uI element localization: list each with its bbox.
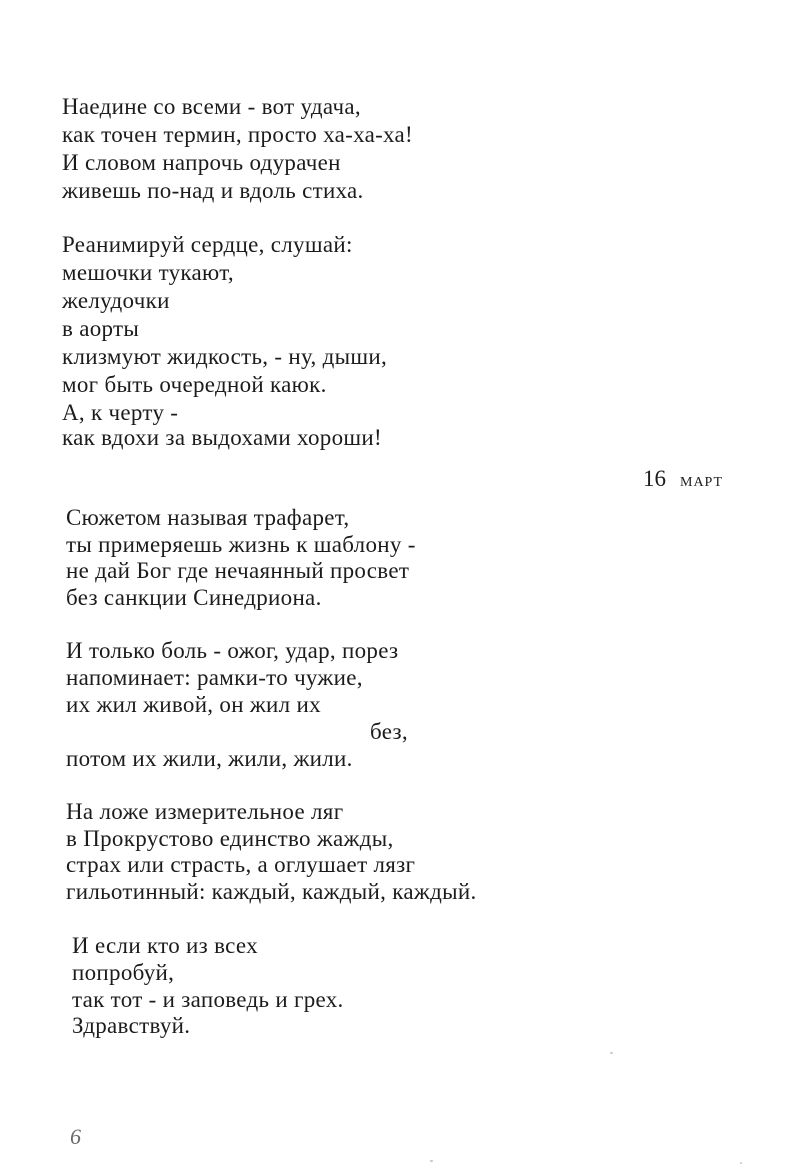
verse-line: И только боль - ожог, удар, порез [66, 638, 399, 663]
verse-line: напоминает: рамки-то чужие, [66, 665, 363, 690]
verse-line: клизмуют жидкость, - ну, дыши, [62, 344, 388, 369]
verse-line: в аорты [62, 316, 140, 341]
scan-speck [430, 1160, 433, 1162]
verse-line: Наедине со всеми - вот удача, [62, 94, 361, 119]
scan-speck [740, 1162, 742, 1164]
verse-line: без, [370, 719, 408, 744]
verse-line: А, к черту - [62, 400, 179, 425]
verse-line: как вдохи за выдохами хороши! [62, 425, 382, 450]
verse-line: как точен термин, просто ха-ха-ха! [62, 122, 414, 147]
verse-line: потом их жили, жили, жили. [66, 746, 353, 771]
verse-line: На ложе измерительное ляг [66, 799, 344, 824]
verse-line: И словом напрочь одурачен [62, 150, 341, 175]
verse-line: в Прокрустово единство жажды, [66, 826, 394, 851]
verse-line: без санкции Синедриона. [66, 585, 322, 610]
verse-line: Здравствуй. [72, 1013, 191, 1038]
date-day: 16 [643, 466, 666, 491]
verse-line: Сюжетом называя трафарет, [66, 505, 350, 530]
verse-line: Реанимируй сердце, слушай: [62, 232, 353, 257]
verse-line: так тот - и заповедь и грех. [72, 987, 344, 1012]
date-marker [643, 466, 723, 492]
verse-line: страх или страсть, а оглушает лязг [66, 852, 416, 877]
verse-line: И если кто из всех [72, 933, 258, 958]
verse-line: желудочки [62, 288, 170, 313]
date-month: МАРТ [680, 475, 724, 490]
verse-line: ты примеряешь жизнь к шаблону - [66, 532, 416, 557]
verse-line: мог быть очередной каюк. [62, 372, 327, 397]
verse-line: не дай Бог где нечаянный просвет [66, 558, 410, 583]
verse-line: попробуй, [72, 960, 175, 985]
verse-line: мешочки тукают, [62, 260, 234, 285]
scan-speck [610, 1052, 613, 1054]
verse-line: живешь по-над и вдоль стиха. [62, 178, 364, 203]
verse-line: гильотинный: каждый, каждый, каждый. [66, 879, 477, 904]
page-number: 6 [70, 1124, 81, 1149]
verse-line: их жил живой, он жил их [66, 692, 321, 717]
